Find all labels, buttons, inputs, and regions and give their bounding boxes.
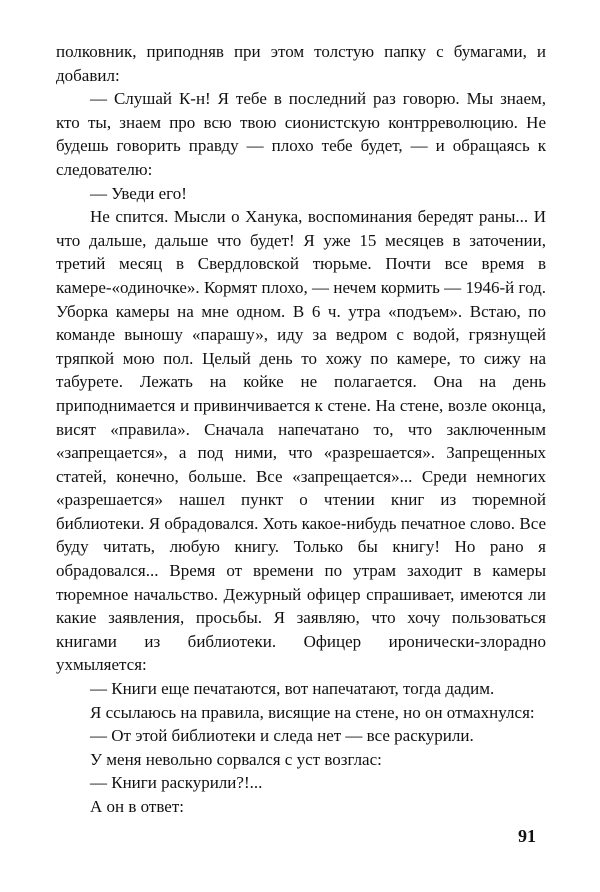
paragraph: — Уведи его! <box>90 183 187 203</box>
paragraph: А он в ответ: <box>90 797 184 816</box>
paragraph: — Книги раскурили?!... <box>90 773 263 793</box>
paragraph: полковник, приподняв при этом толстую папку с бумагами, и добавил: <box>56 42 546 85</box>
paragraph: — От этой библиотеки и следа нет — все раскурили. <box>90 726 474 746</box>
paragraph: Я ссылаюсь на правила, висящие на стене, но он отмахнулся: <box>90 702 535 722</box>
page-number: 91 <box>518 826 536 846</box>
paragraph: — Книги еще печатаются, вот напечатают, тогда дадим. <box>90 679 495 699</box>
paragraph: — Слушай К-н! Я тебе в последний раз говорю. Мы знаем, кто ты, знаем про всю твою сионистскую контрреволюцию. Не будешь говорить правду — плохо тебе будет, — и обращаясь к следователю: <box>56 89 546 179</box>
page-body <box>56 40 546 819</box>
paragraph: Не спится. Мысли о Ханука, воспоминания бередят раны... И что дальше, дальше что будет! Я уже 15 месяцев в заточении, третий месяц в Свердловской тюрьме. Почти все время в камере-«одиночке». Кормят плохо, — нечем кормить — 1946-й год. Уборка камеры на мне одном. В 6 ч. утра «подъем». Встаю, по команде выношу «парашу», иду за ведром с водой, грязнущей тряпкой мою пол. Целый день то хожу по камере, то сижу на табурете. Лежать на койке не полагается. Она на день приподнимается и привинчивается к стене. На стене, возле оконца, висят «правила». Сначала напечатано то, что заключенным «запрещается», а под ними, что «разрешается». Запрещенных статей, конечно, больше. Все «запрещается»... Среди немногих «разрешается» нашел пункт о чтении книг из тюремной библиотеки. Я обрадовался. Хоть какое-нибудь печатное слово. Все буду читать, любую книгу. Только бы книгу! Но рано я обрадовался... Время от времени по утрам заходит в камеры тюремное начальство. Дежурный офицер спрашивает, имеются ли какие заявления, просьбы. Я заявляю, что хочу пользоваться книгами из библиотеки. Офицер иронически-злорадно ухмыляется: <box>56 207 546 675</box>
paragraph: У меня невольно сорвался с уст возглас: <box>90 749 382 769</box>
